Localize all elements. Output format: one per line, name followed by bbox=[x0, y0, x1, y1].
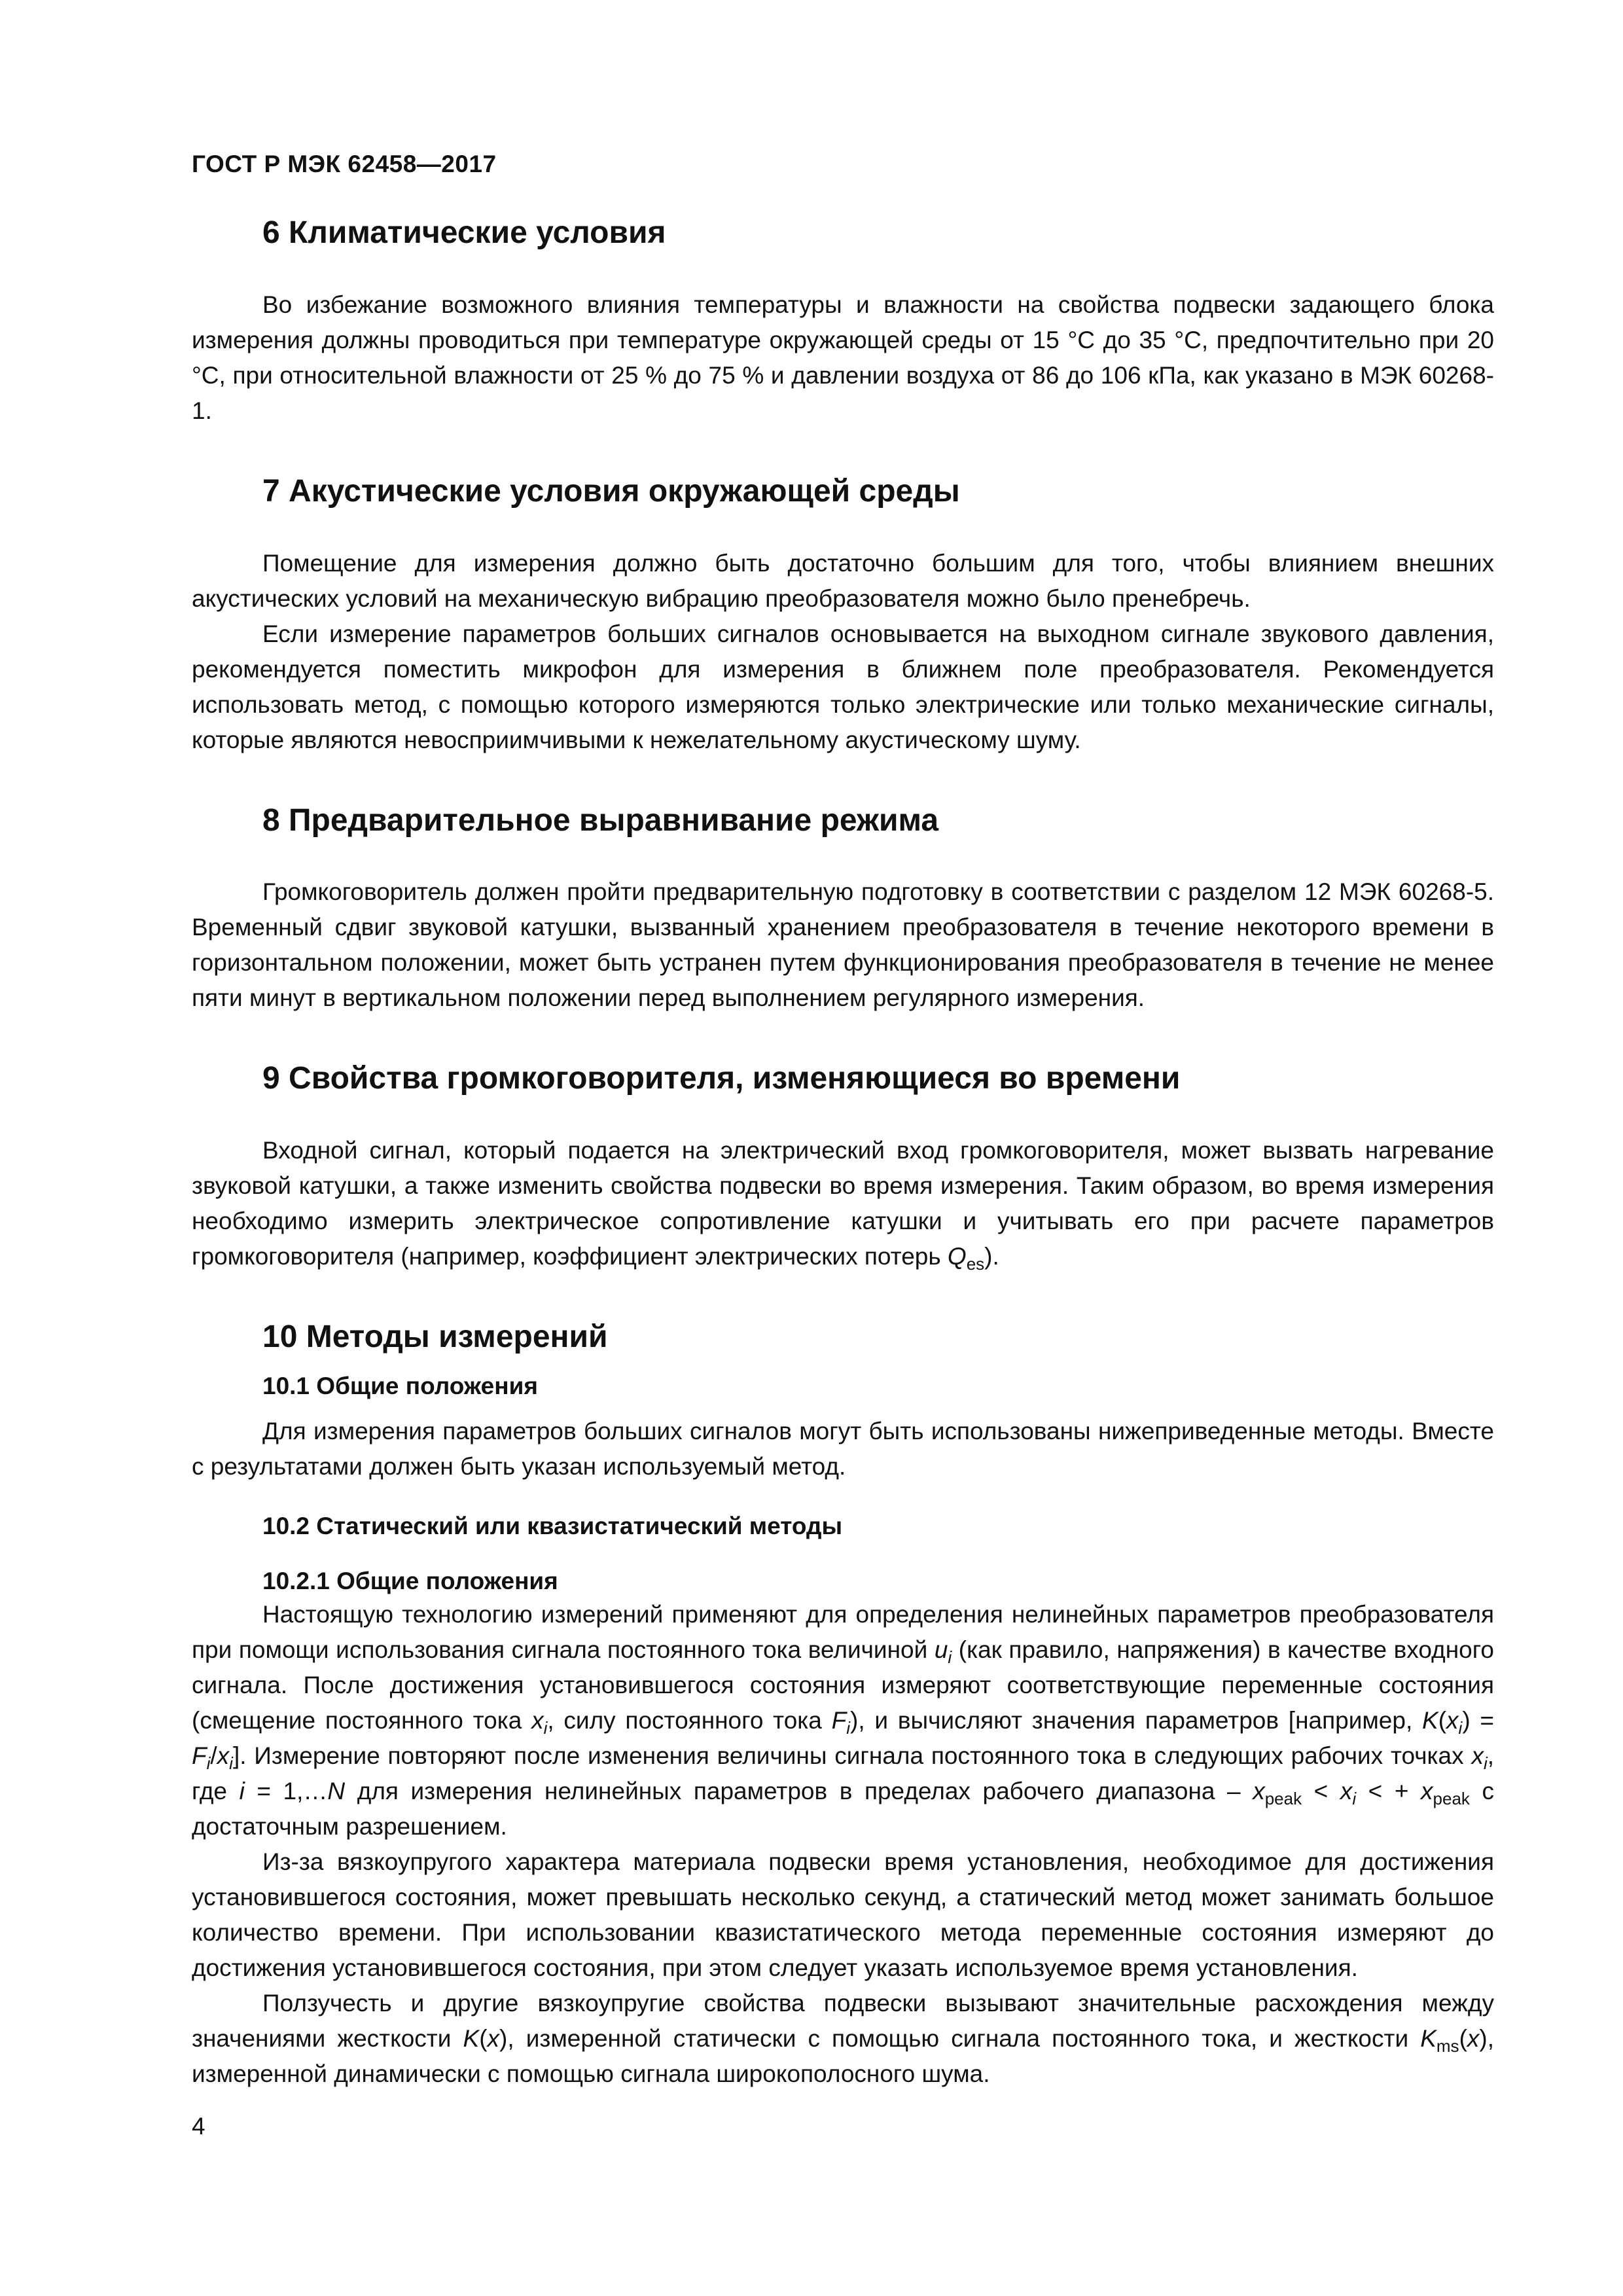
x-symbol: x bbox=[487, 2025, 500, 2053]
peak-subscript: peak bbox=[1264, 1789, 1302, 1809]
x-symbol: x bbox=[1446, 1707, 1459, 1734]
k-symbol: K bbox=[1422, 1707, 1438, 1734]
u-symbol: u bbox=[934, 1636, 948, 1664]
section-9 bbox=[192, 1062, 1494, 1274]
text-run: Ползучесть и другие вязкоупругие свойства подвески вызывают значительные расхождения между значениями жесткости bbox=[192, 1990, 1494, 2053]
x-symbol: x bbox=[217, 1742, 230, 1770]
q-symbol: Q bbox=[947, 1243, 967, 1270]
section-7-title: 7 Акустические условия окружающей среды bbox=[262, 473, 960, 509]
section-10-2-title: 10.2 Статический или квазистатический методы bbox=[262, 1513, 843, 1540]
s9-text: Входной сигнал, который подается на электрический вход громкоговорителя, может вызвать нагревание звуковой катушки, а также изменить свойства подвески во время измерения. Таким образом, во время измерения необходимо измерить электрическое сопротивление катушки и учитывать его при расчете параметров громкоговорителя (например, коэффициент электрических потерь bbox=[192, 1137, 1494, 1270]
text-run: , где bbox=[192, 1742, 1494, 1805]
i-index: i bbox=[1458, 1718, 1463, 1738]
section-10 bbox=[192, 1320, 1494, 2092]
text-run: (как правило, напряжения) в качестве входного сигнала. После достижения установившегося состояния измеряют соответствующие переменные состояния (смещение постоянного тока bbox=[192, 1636, 1494, 1734]
section-6-paragraph: Во избежание возможного влияния температуры и влажности на свойства подвески задающего блока измерения должны проводиться при температуре окружающей среды от 15 °С до 35 °С, предпочтительно при 20 °С, при относительной влажности от 25 % до 75 % и давлении воздуха от 86 до 106 кПа, как указано в МЭК 60268-1. bbox=[192, 291, 1494, 424]
n-symbol: N bbox=[327, 1778, 346, 1805]
text-run: Настоящую технологию измерений применяют для определения нелинейных параметров преобразователя при помощи использования сигнала постоянного тока величиной bbox=[192, 1601, 1494, 1664]
k-symbol: K bbox=[463, 2025, 480, 2053]
i-index: i bbox=[948, 1647, 952, 1668]
section-7-paragraph-1: Помещение для измерения должно быть достаточно большим для того, чтобы влиянием внешних акустических условий на механическую вибрацию преобразователя можно было пренебречь. bbox=[192, 549, 1494, 612]
s9-text-end: ). bbox=[984, 1243, 999, 1270]
i-index: i bbox=[206, 1753, 211, 1774]
text-run: , измеренной статически с помощью сигнала постоянного тока, и жесткости bbox=[507, 2025, 1421, 2053]
section-6 bbox=[192, 216, 1494, 429]
paren: ) bbox=[1479, 2025, 1488, 2053]
x-symbol: x bbox=[1421, 1778, 1433, 1805]
section-7-paragraph-2: Если измерение параметров больших сигналов основывается на выходном сигнале звукового давления, рекомендуется поместить микрофон для измерения в ближнем поле преобразователя. Рекомендуется использовать метод, с помощью которого измеряются только электрические или только механические сигналы, которые являются невосприимчивыми к нежелательному акустическому шуму. bbox=[192, 620, 1494, 753]
i-symbol: i bbox=[239, 1778, 245, 1805]
section-9-paragraph bbox=[192, 1133, 1494, 1274]
i-index: i bbox=[846, 1718, 851, 1738]
text-run: с достаточным разрешением. bbox=[192, 1778, 1495, 1840]
text-run: ), и вычисляют значения параметров [например, bbox=[850, 1707, 1423, 1734]
text-run: = 1,… bbox=[244, 1778, 328, 1805]
section-9-title: 9 Свойства громкоговорителя, изменяющиеся во времени bbox=[262, 1061, 1181, 1096]
peak-subscript: peak bbox=[1433, 1789, 1470, 1809]
section-8 bbox=[192, 804, 1494, 1016]
slash: / bbox=[210, 1742, 217, 1770]
paren: ( bbox=[479, 2025, 488, 2053]
section-10-2-1-paragraph-2: Из-за вязкоупругого характера материала подвески время установления, необходимое для достижения установившегося состояния, может превышать несколько секунд, а статический метод может занимать большое количество времени. При использовании квазистатического метода переменные состояния измеряют до достижения установившегося состояния, при этом следует указать используемое время установления. bbox=[192, 1848, 1494, 1982]
section-10-2-1-paragraph-3 bbox=[192, 1986, 1494, 2092]
section-10-title: 10 Методы измерений bbox=[262, 1319, 608, 1355]
x-symbol: x bbox=[1253, 1778, 1265, 1805]
q-subscript: es bbox=[966, 1254, 985, 1274]
text-run: , силу постоянного тока bbox=[547, 1707, 832, 1734]
section-8-paragraph: Громкоговоритель должен пройти предварительную подготовку в соответствии с разделом 12 МЭК 60268-5. Временный сдвиг звуковой катушки, вызванный хранением преобразователя в течение некоторого времени в горизонтальном положении, может быть устранен путем функционирования преобразователя в течение не менее пяти минут в вертикальном положении перед выполнением регулярного измерения. bbox=[192, 878, 1494, 1012]
page-number: 4 bbox=[192, 2113, 205, 2140]
section-10-1-title: 10.1 Общие положения bbox=[262, 1372, 538, 1399]
text-run: < + bbox=[1356, 1778, 1421, 1805]
section-10-2-1-paragraph-1 bbox=[192, 1597, 1494, 1844]
section-6-title: 6 Климатические условия bbox=[262, 215, 666, 250]
i-index: i bbox=[1352, 1789, 1357, 1809]
text-run: ]. Измерение повторяют после изменения величины сигнала постоянного тока в следующих рабочих точках bbox=[232, 1742, 1472, 1770]
section-8-title: 8 Предварительное выравнивание режима bbox=[262, 802, 939, 838]
i-index: i bbox=[1483, 1753, 1488, 1774]
paren: ) bbox=[499, 2025, 508, 2053]
x-symbol: x bbox=[1471, 1742, 1484, 1770]
k-symbol: K bbox=[1420, 2025, 1436, 2053]
paren: ( bbox=[1459, 2025, 1467, 2053]
text-run: , измеренной динамически с помощью сигнала широкополосного шума. bbox=[192, 2025, 1494, 2088]
text-run: < bbox=[1302, 1778, 1340, 1805]
section-10-2-1-title: 10.2.1 Общие положения bbox=[262, 1568, 558, 1595]
document-header: ГОСТ Р МЭК 62458—2017 bbox=[192, 151, 497, 177]
document-body bbox=[192, 216, 1494, 2092]
equals: ) = bbox=[1462, 1707, 1495, 1734]
x-symbol: x bbox=[531, 1707, 544, 1734]
i-index: i bbox=[229, 1753, 233, 1774]
text-run: для измерения нелинейных параметров в пределах рабочего диапазона – bbox=[345, 1778, 1253, 1805]
f-symbol: F bbox=[831, 1707, 847, 1734]
section-10-1 bbox=[192, 1371, 1494, 1484]
section-10-1-paragraph: Для измерения параметров больших сигналов могут быть использованы нижеприведенные методы. Вместе с результатами должен быть указан используемый метод. bbox=[192, 1418, 1494, 1480]
i-index: i bbox=[543, 1718, 548, 1738]
ms-subscript: ms bbox=[1436, 2036, 1459, 2056]
x-symbol: x bbox=[1467, 2025, 1480, 2053]
section-7 bbox=[192, 475, 1494, 758]
paren: ( bbox=[1438, 1707, 1447, 1734]
x-symbol: x bbox=[1340, 1778, 1353, 1805]
f-symbol: F bbox=[192, 1742, 207, 1770]
